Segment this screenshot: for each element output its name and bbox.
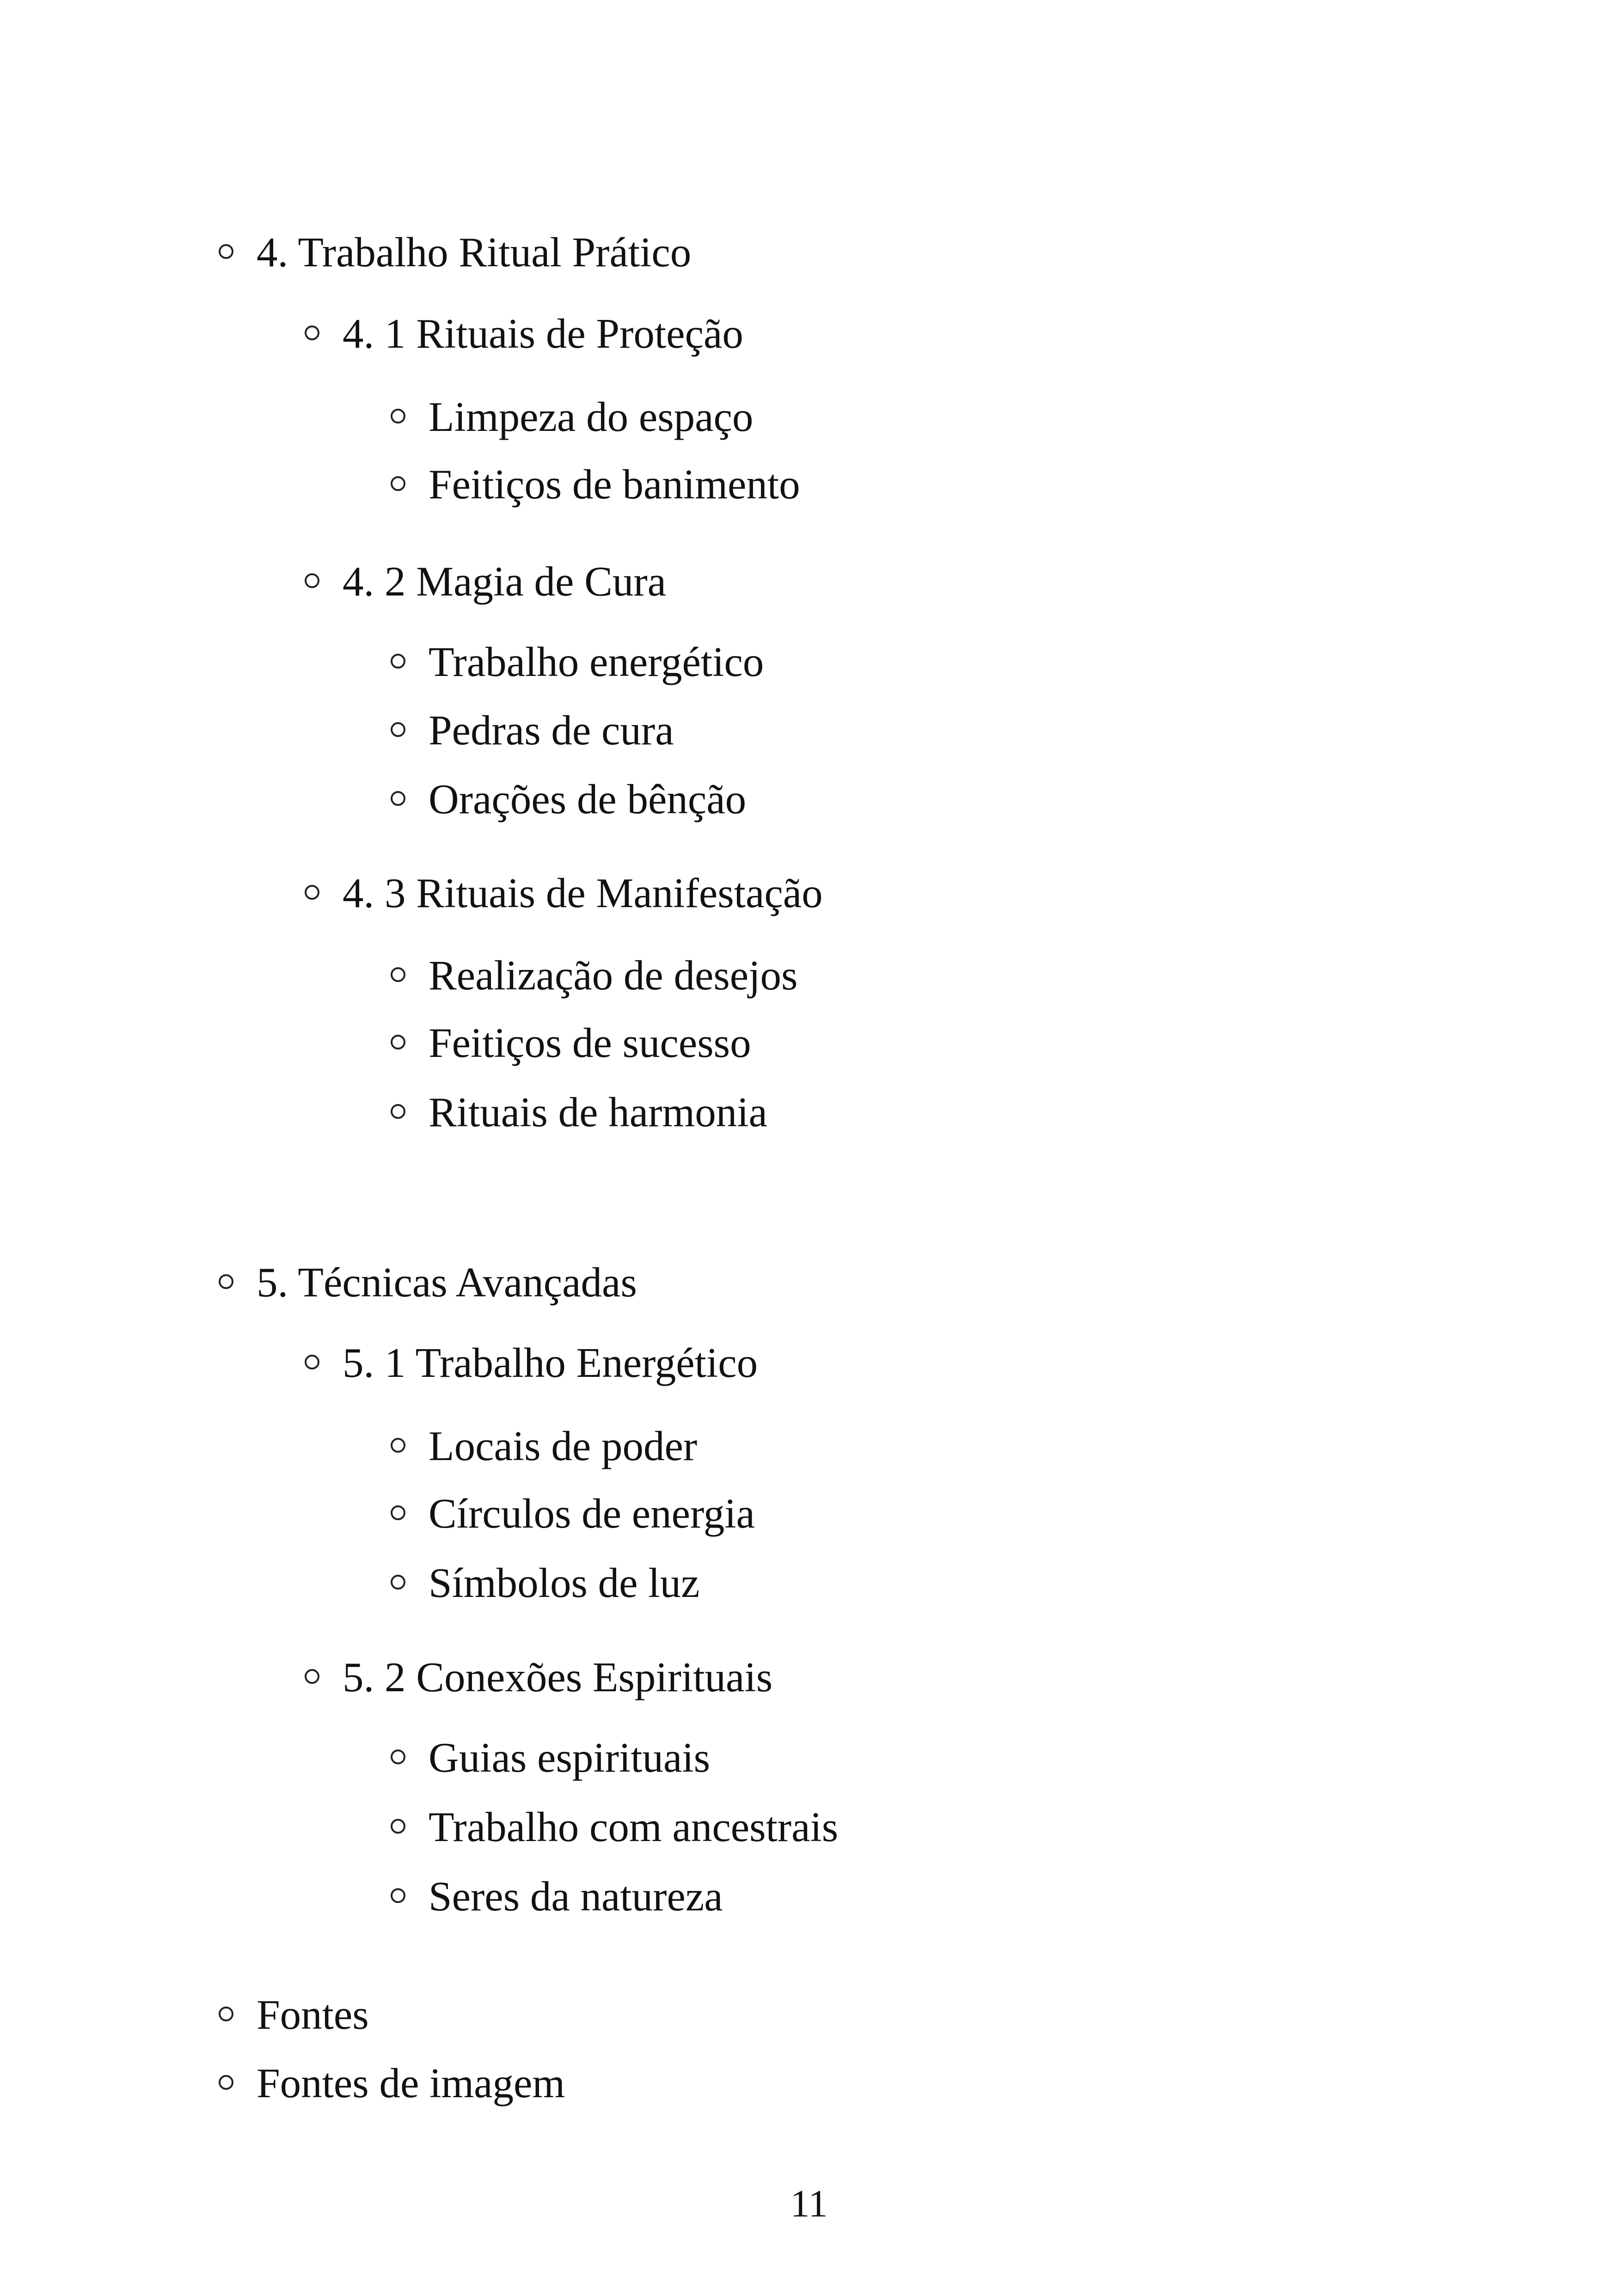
circle-bullet-icon bbox=[305, 1669, 319, 1684]
page-number: 11 bbox=[790, 2182, 828, 2225]
circle-bullet-icon bbox=[305, 1355, 319, 1369]
toc-entry-label: Trabalho energético bbox=[429, 638, 764, 685]
circle-bullet-icon bbox=[391, 967, 405, 982]
circle-bullet-icon bbox=[219, 2007, 233, 2021]
toc-entry-label: Rituais de harmonia bbox=[429, 1089, 767, 1136]
toc-entry-label: Locais de poder bbox=[429, 1423, 698, 1469]
circle-bullet-icon bbox=[391, 1104, 405, 1119]
circle-bullet-icon bbox=[391, 722, 405, 737]
circle-bullet-icon bbox=[391, 1750, 405, 1764]
toc-entry-label: Feitiços de banimento bbox=[429, 461, 800, 508]
toc-entry-item bbox=[391, 1019, 751, 1066]
toc-entry-item bbox=[391, 952, 798, 999]
toc-entry-item bbox=[391, 393, 754, 440]
toc-entry-item bbox=[391, 776, 747, 823]
circle-bullet-icon bbox=[305, 325, 319, 340]
circle-bullet-icon bbox=[391, 654, 405, 669]
toc-entry-label: Fontes de imagem bbox=[257, 2060, 565, 2106]
toc-entry-section-5-2 bbox=[305, 1654, 773, 1701]
circle-bullet-icon bbox=[219, 244, 233, 259]
circle-bullet-icon bbox=[391, 1819, 405, 1834]
toc-entry-label: 4. 1 Rituais de Proteção bbox=[343, 310, 743, 357]
toc-entry-section-4 bbox=[219, 229, 692, 276]
circle-bullet-icon bbox=[391, 791, 405, 806]
toc-entry-item bbox=[391, 1559, 700, 1606]
toc-entry-item bbox=[391, 1492, 755, 1535]
toc-entry-item bbox=[391, 1425, 697, 1467]
toc-entry-item bbox=[391, 461, 800, 508]
circle-bullet-icon bbox=[219, 1274, 233, 1289]
toc-entry-label: Seres da natureza bbox=[429, 1873, 723, 1920]
circle-bullet-icon bbox=[391, 1438, 405, 1453]
toc-entry-item bbox=[391, 1806, 838, 1848]
circle-bullet-icon bbox=[305, 885, 319, 900]
circle-bullet-icon bbox=[391, 476, 405, 491]
toc-entry-section-4-3 bbox=[305, 872, 823, 914]
toc-entry-label: 5. Técnicas Avançadas bbox=[257, 1259, 637, 1306]
toc-entry-label: Círculos de energia bbox=[429, 1490, 755, 1537]
circle-bullet-icon bbox=[391, 409, 405, 424]
toc-entry-label: 4. 2 Magia de Cura bbox=[343, 558, 667, 605]
toc-entry-label: Limpeza do espaço bbox=[429, 393, 754, 440]
toc-entry-item bbox=[391, 1873, 723, 1920]
circle-bullet-icon bbox=[219, 2075, 233, 2090]
toc-entry-item bbox=[391, 1734, 711, 1781]
toc-entry-label: Trabalho com ancestrais bbox=[429, 1804, 839, 1850]
toc-entry-sources bbox=[219, 1991, 369, 2038]
toc-entry-label: Realização de desejos bbox=[429, 952, 798, 999]
toc-entry-item bbox=[391, 638, 764, 685]
circle-bullet-icon bbox=[391, 1888, 405, 1903]
toc-entry-label: 4. 3 Rituais de Manifestação bbox=[343, 870, 823, 916]
circle-bullet-icon bbox=[305, 573, 319, 588]
toc-entry-label: Fontes bbox=[257, 1991, 369, 2038]
circle-bullet-icon bbox=[391, 1505, 405, 1520]
toc-entry-label: 5. 1 Trabalho Energético bbox=[343, 1339, 758, 1386]
toc-entry-section-4-1 bbox=[305, 310, 743, 357]
toc-entry-item bbox=[391, 707, 674, 754]
toc-entry-label: 4. Trabalho Ritual Prático bbox=[257, 229, 692, 276]
toc-entry-item bbox=[391, 1089, 767, 1136]
toc-entry-label: Pedras de cura bbox=[429, 707, 674, 754]
toc-entry-section-4-2 bbox=[305, 558, 667, 605]
toc-entry-label: Feitiços de sucesso bbox=[429, 1019, 751, 1066]
circle-bullet-icon bbox=[391, 1575, 405, 1590]
toc-entry-label: Símbolos de luz bbox=[429, 1559, 700, 1606]
toc-entry-section-5 bbox=[219, 1259, 637, 1306]
toc-entry-label: Guias espirituais bbox=[429, 1734, 711, 1781]
toc-entry-image-sources bbox=[219, 2062, 565, 2104]
circle-bullet-icon bbox=[391, 1035, 405, 1050]
toc-entry-label: Orações de bênção bbox=[429, 776, 747, 823]
toc-entry-label: 5. 2 Conexões Espirituais bbox=[343, 1654, 773, 1701]
toc-entry-section-5-1 bbox=[305, 1339, 758, 1386]
